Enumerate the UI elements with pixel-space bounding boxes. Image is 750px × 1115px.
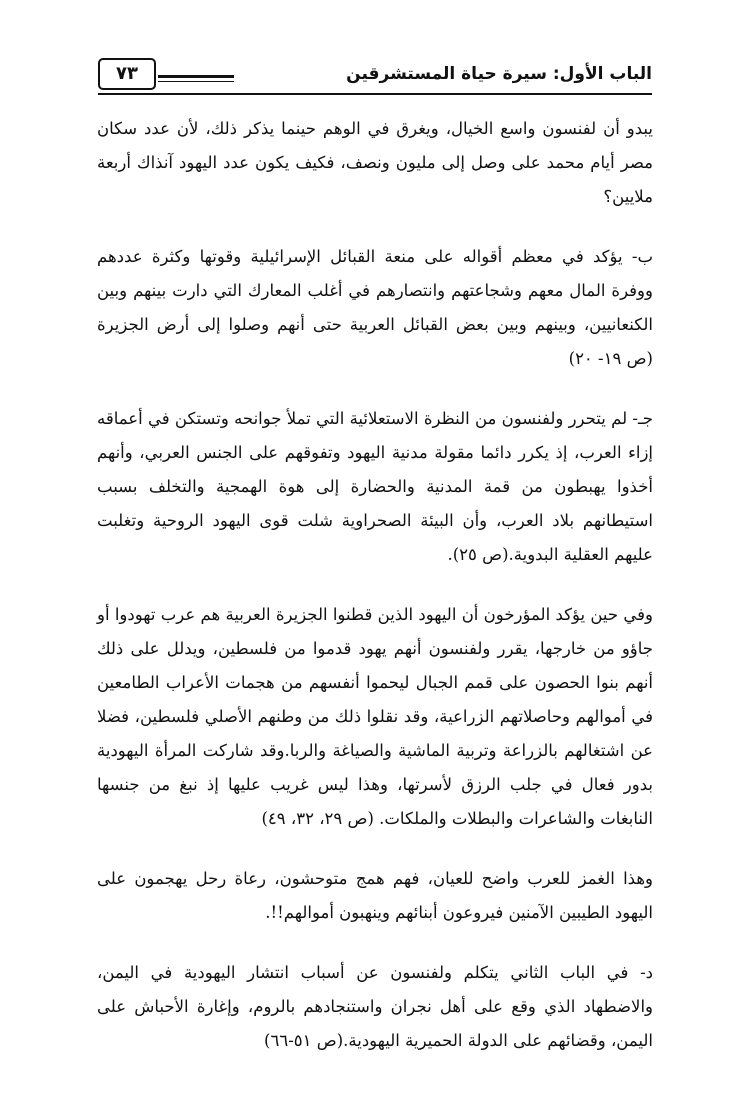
- header-divider: [98, 93, 652, 95]
- paragraph: وفي حين يؤكد المؤرخون أن اليهود الذين قطنوا الجزيرة العربية هم عرب تهودوا أو جاؤو من خارجها، يقرر ولفنسون أنهم يهود قدموا من فلسطين، ويدلل على ذلك أنهم بنوا الحصون على قمم الجبال ليحموا أنفسهم من هجمات الأعراب الطامعين في أموالهم وحاصلاتهم الزراعية، وقد نقلوا ذلك من وطنهم الأصلي فلسطين، فضلا عن اشتغالهم بالزراعة وتربية الماشية والصياغة والربا.وقد شاركت المرأة اليهودية بدور فعال في جلب الرزق لأسرتها، وهذا ليس غريب عليها إذ نبغ من جنسها النابغات والشاعرات والبطلات والملكات. (ص ٢٩، ٣٢، ٤٩): [97, 605, 653, 828]
- paragraph: ب- يؤكد في معظم أقواله على منعة القبائل الإسرائيلية وقوتها وكثرة عددهم ووفرة المال معهم وشجاعتهم وانتصارهم في أغلب المعارك التي دارت بينهم وبين الكنعانيين، وبينهم وبين بعض القبائل العربية حتى أنهم وصلوا إلى أرض الجزيرة (ص ١٩- ٢٠): [97, 247, 653, 368]
- page-number: ٧٣: [98, 58, 156, 90]
- paragraph: يبدو أن لفنسون واسع الخيال، ويغرق في الوهم حينما يذكر ذلك، لأن عدد سكان مصر أيام محمد على وصل إلى مليون ونصف، فكيف يكون عدد اليهود آنذاك أربعة ملايين؟: [97, 119, 653, 206]
- paragraph: جـ- لم يتحرر ولفنسون من النظرة الاستعلائية التي تملأ جوانحه وتستكن في أعماقه إزاء العرب، إذ يكرر دائما مقولة مدنية اليهود وتفوقهم على الجنس العربي، وأنهم أخذوا يهبطون من قمة المدنية والحضارة إلى هوة الهمجية والتخلف بسبب استيطانهم بلاد العرب، وأن البيئة الصحراوية شلت قوى اليهود الروحية وتغلبت عليهم العقلية البدوية.(ص ٢٥).: [97, 409, 653, 564]
- page-header: [98, 58, 652, 94]
- header-ornament-rule: [158, 75, 234, 78]
- running-header-title: الباب الأول: سيرة حياة المستشرقين: [346, 64, 652, 84]
- header-ornament-rule-thin: [158, 81, 234, 82]
- main-text: [97, 112, 653, 1084]
- paragraph: د- في الباب الثاني يتكلم ولفنسون عن أسباب انتشار اليهودية في اليمن، والاضطهاد الذي وقع على أهل نجران واستنجادهم بالروم، وإغارة الأحباش على اليمن، وقضائهم على الدولة الحميرية اليهودية.(ص ٥١-٦٦): [97, 963, 653, 1050]
- paragraph: وهذا الغمز للعرب واضح للعيان، فهم همج متوحشون، رعاة رحل يهجمون على اليهود الطيبين الآمنين فيروعون أبنائهم وينهبون أموالهم!!.: [97, 869, 653, 922]
